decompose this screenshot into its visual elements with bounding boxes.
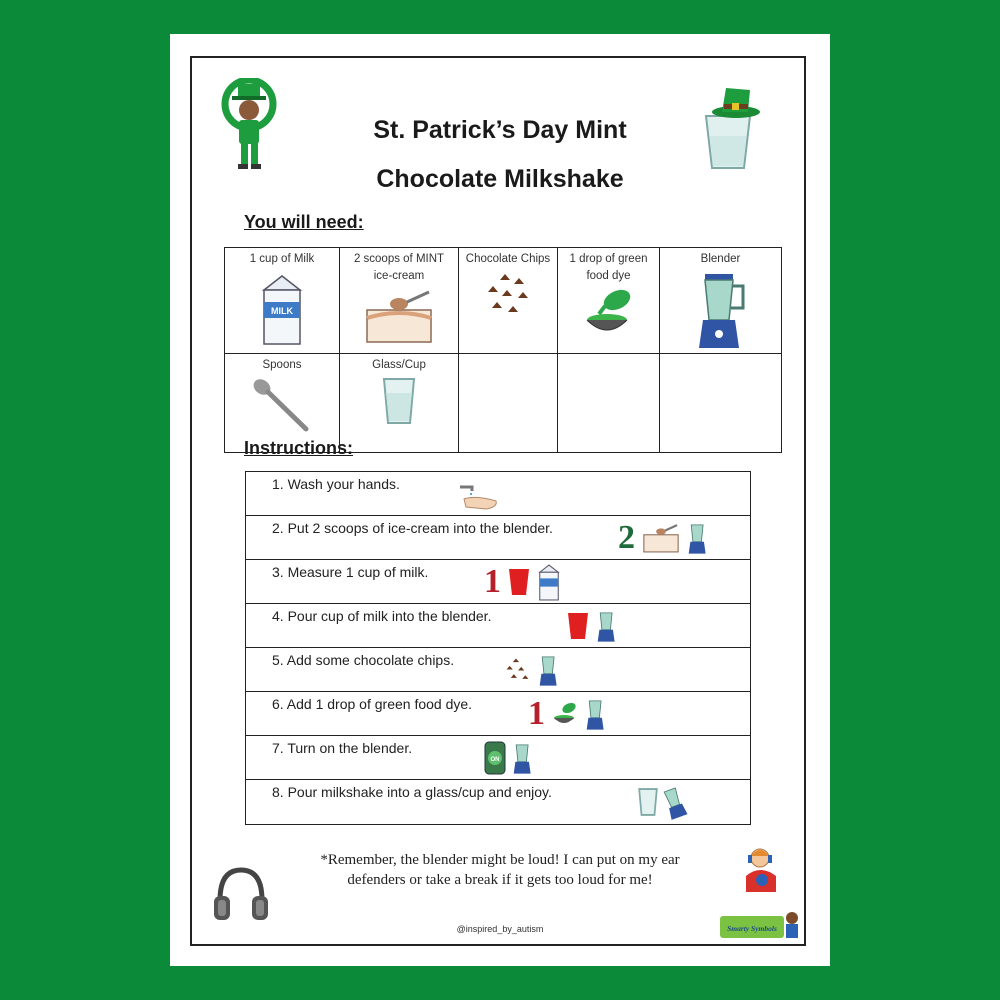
reminder-note xyxy=(265,850,735,891)
reminder-line-1: *Remember, the blender might be loud! I can put on my ear xyxy=(320,852,680,868)
need-cell-empty xyxy=(459,353,558,452)
blender-icon xyxy=(512,740,534,776)
on-switch-icon xyxy=(484,741,506,775)
smarty-symbols-logo-graphic xyxy=(720,910,802,940)
instruction-step xyxy=(246,780,750,824)
svg-text:Smarty Symbols: Smarty Symbols xyxy=(727,924,777,933)
red-cup-icon xyxy=(566,611,590,641)
instruction-step xyxy=(246,692,750,736)
step-text: 2. Put 2 scoops of ice-cream into the blender. xyxy=(272,520,553,536)
instructions-heading: Instructions: xyxy=(244,438,354,458)
on-switch-label: ON xyxy=(490,757,500,763)
reminder-line-2: defenders or take a break if it gets too loud for me! xyxy=(347,872,653,889)
step-text: 1. Wash your hands. xyxy=(272,476,400,492)
blender-icon xyxy=(585,696,607,732)
blender-icon xyxy=(659,781,692,822)
chocolate-chips-icon xyxy=(502,658,532,682)
hand-wash-icon xyxy=(456,477,500,511)
instructions-table xyxy=(245,471,751,825)
hat-glass-icon xyxy=(700,84,762,172)
instruction-step xyxy=(246,516,750,560)
need-cell-glass xyxy=(340,353,459,452)
glass-icon xyxy=(382,377,416,425)
quantity-number: 1 xyxy=(528,695,545,732)
chocolate-chips-icon xyxy=(480,272,536,318)
step-text: 3. Measure 1 cup of milk. xyxy=(272,564,429,580)
blender-icon xyxy=(695,272,747,350)
need-label: Blender xyxy=(700,253,741,265)
food-dye-icon xyxy=(581,288,637,336)
needs-heading: You will need: xyxy=(244,212,364,232)
need-label: Spoons xyxy=(262,358,302,371)
ingredients-table xyxy=(224,247,782,453)
smarty-symbols-logo xyxy=(720,910,802,940)
step-text: 8. Pour milkshake into a glass/cup and enjoy. xyxy=(272,784,552,800)
instruction-step xyxy=(246,472,750,516)
quantity-number: 1 xyxy=(484,563,501,600)
blender-icon xyxy=(538,652,560,688)
milk-carton-icon xyxy=(537,563,561,601)
red-cup-icon xyxy=(507,567,531,597)
child-break-icon xyxy=(742,846,782,896)
need-cell-blender xyxy=(660,248,782,354)
blender-icon xyxy=(687,520,709,556)
glass-icon xyxy=(638,787,658,817)
need-cell-milk xyxy=(225,248,340,354)
ice-cream-scoop-icon xyxy=(363,288,435,344)
step-text: 6. Add 1 drop of green food dye. xyxy=(272,696,473,712)
need-label: Chocolate Chips xyxy=(465,253,551,265)
need-cell-empty xyxy=(558,353,660,452)
instruction-step xyxy=(246,648,750,692)
ice-cream-scoop-icon xyxy=(641,523,681,553)
need-cell-food-dye xyxy=(558,248,660,354)
milk-carton-text: MILK xyxy=(271,305,293,316)
need-label: 1 cup of Milk xyxy=(249,253,315,265)
step-text: 5. Add some chocolate chips. xyxy=(272,652,455,668)
quantity-number: 2 xyxy=(618,519,635,556)
blender-icon xyxy=(596,608,618,644)
food-dye-icon xyxy=(551,701,579,727)
step-text: 4. Pour cup of milk into the blender. xyxy=(272,608,492,624)
title-line-1: St. Patrick’s Day Mint xyxy=(373,116,627,144)
need-cell-empty xyxy=(660,353,782,452)
instruction-step xyxy=(246,560,750,604)
credit-handle: @inspired_by_autism xyxy=(456,924,544,934)
milk-carton-icon xyxy=(260,272,304,346)
title-line-2: Chocolate Milkshake xyxy=(376,165,624,193)
need-label: 1 drop of green food dye xyxy=(569,253,648,282)
need-label: 2 scoops of MINT ice-cream xyxy=(353,253,445,282)
step-text: 7. Turn on the blender. xyxy=(272,740,413,756)
ear-defenders-icon xyxy=(212,864,270,924)
spoon-icon xyxy=(250,377,314,433)
need-label: Glass/Cup xyxy=(372,358,426,371)
instruction-step xyxy=(246,736,750,780)
need-cell-ice-cream xyxy=(340,248,459,354)
need-cell-chocolate-chips xyxy=(459,248,558,354)
leprechaun-icon xyxy=(220,78,278,172)
instruction-step xyxy=(246,604,750,648)
